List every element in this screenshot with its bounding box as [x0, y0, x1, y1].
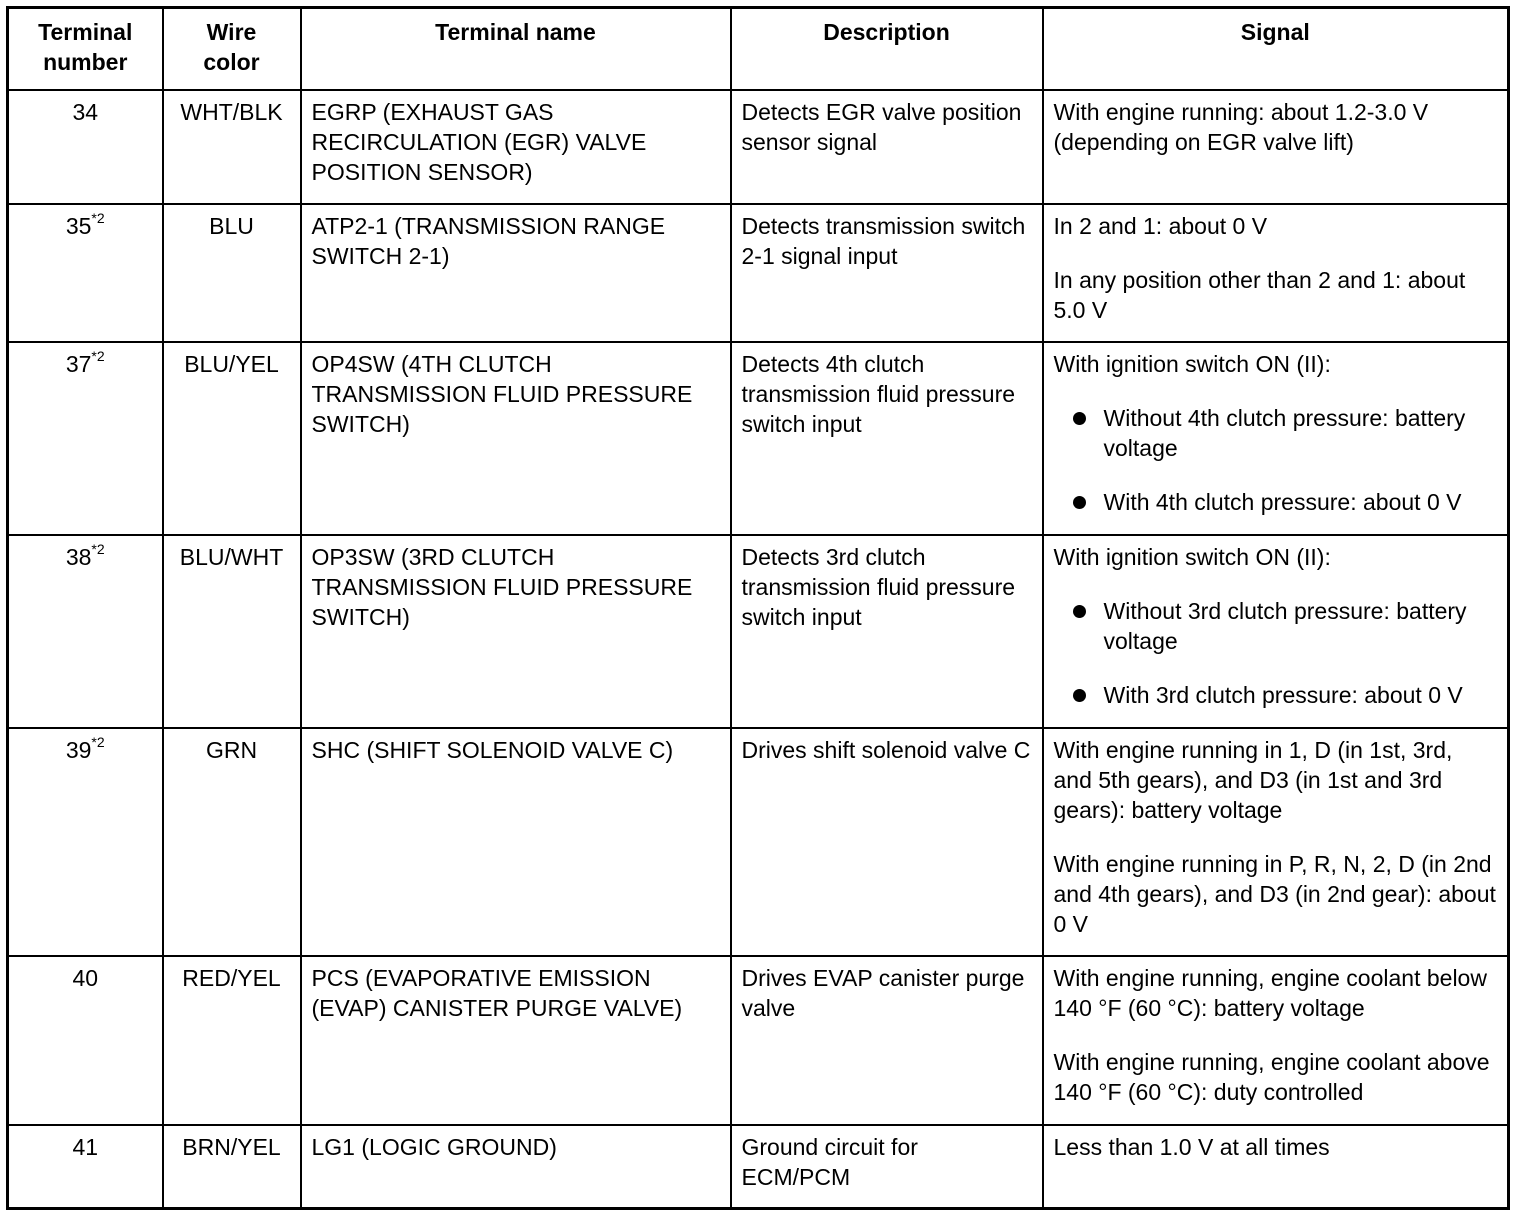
- terminal-name-cell: EGRP (EXHAUST GAS RECIRCULATION (EGR) VALVE POSITION SENSOR): [301, 90, 731, 204]
- terminal-number: 40: [72, 964, 99, 991]
- signal-text: With engine running, engine coolant below 140 °F (60 °C): battery voltage: [1053, 964, 1487, 1021]
- wire-color-cell: WHT/BLK: [163, 90, 301, 204]
- footnote-marker: *2: [91, 209, 105, 226]
- header-signal: Signal: [1043, 8, 1509, 90]
- signal-cell: [1043, 956, 1509, 1125]
- footnote-marker: *2: [91, 540, 105, 557]
- table-row: [8, 342, 1509, 535]
- terminal-name-cell: OP4SW (4TH CLUTCH TRANSMISSION FLUID PRESSURE SWITCH): [301, 342, 731, 535]
- signal-text: With engine running, engine coolant above 140 °F (60 °C): duty controlled: [1053, 1048, 1490, 1105]
- terminal-name-cell: LG1 (LOGIC GROUND): [301, 1125, 731, 1209]
- signal-cell: [1043, 90, 1509, 204]
- signal-bullet-item: [1054, 403, 1498, 463]
- terminal-name-cell: ATP2-1 (TRANSMISSION RANGE SWITCH 2-1): [301, 204, 731, 342]
- signal-cell: [1043, 728, 1509, 956]
- footnote-marker: *2: [91, 347, 105, 364]
- terminal-number: 37: [65, 350, 92, 377]
- signal-text: With ignition switch ON (II):: [1053, 350, 1331, 377]
- terminal-number: 38: [65, 543, 92, 570]
- signal-text: With engine running in 1, D (in 1st, 3rd, and 5th gears), and D3 (in 1st and 3rd gears): battery voltage: [1053, 736, 1453, 823]
- signal-text: With engine running: about 1.2-3.0 V (depending on EGR valve lift): [1053, 98, 1429, 155]
- description-cell: Drives shift solenoid valve C: [731, 728, 1043, 956]
- terminal-number-cell: [8, 728, 163, 956]
- signal-bullet-text: With 3rd clutch pressure: about 0 V: [1103, 681, 1463, 708]
- description-cell: Ground circuit for ECM/PCM: [731, 1125, 1043, 1209]
- terminal-number: 39: [65, 736, 92, 763]
- signal-text: With ignition switch ON (II):: [1053, 543, 1331, 570]
- signal-text: Less than 1.0 V at all times: [1053, 1133, 1330, 1160]
- signal-bullet-list: [1054, 403, 1498, 517]
- signal-bullet-text: Without 3rd clutch pressure: battery voltage: [1103, 597, 1467, 654]
- signal-cell: [1043, 1125, 1509, 1209]
- header-row: [8, 8, 1509, 90]
- signal-bullet-text: With 4th clutch pressure: about 0 V: [1103, 488, 1462, 515]
- description-cell: Drives EVAP canister purge valve: [731, 956, 1043, 1125]
- terminal-table: [6, 6, 1510, 1210]
- terminal-number-cell: [8, 535, 163, 728]
- terminal-number-cell: [8, 90, 163, 204]
- terminal-number-cell: [8, 956, 163, 1125]
- terminal-number-cell: [8, 342, 163, 535]
- terminal-number: 35: [65, 212, 92, 239]
- bullet-icon: [1073, 412, 1086, 425]
- terminal-name-cell: PCS (EVAPORATIVE EMISSION (EVAP) CANISTER PURGE VALVE): [301, 956, 731, 1125]
- signal-text: With engine running in P, R, N, 2, D (in 2nd and 4th gears), and D3 (in 2nd gear): about 0 V: [1053, 850, 1496, 937]
- wire-color-cell: RED/YEL: [163, 956, 301, 1125]
- description-cell: Detects EGR valve position sensor signal: [731, 90, 1043, 204]
- signal-cell: [1043, 342, 1509, 535]
- signal-bullet-item: [1054, 680, 1498, 710]
- table-row: [8, 535, 1509, 728]
- wire-color-cell: BRN/YEL: [163, 1125, 301, 1209]
- signal-bullet-item: [1054, 487, 1498, 517]
- wire-color-cell: BLU: [163, 204, 301, 342]
- bullet-icon: [1073, 496, 1086, 509]
- signal-bullet-item: [1054, 596, 1498, 656]
- header-terminal-number: Terminal number: [8, 8, 163, 90]
- signal-bullet-text: Without 4th clutch pressure: battery voltage: [1103, 404, 1466, 461]
- wire-color-cell: GRN: [163, 728, 301, 956]
- table-row: [8, 1125, 1509, 1209]
- terminal-number: 34: [72, 98, 99, 125]
- table-body: [8, 90, 1509, 1209]
- description-cell: Detects transmission switch 2-1 signal input: [731, 204, 1043, 342]
- header-wire-color: Wire color: [163, 8, 301, 90]
- header-terminal-name: Terminal name: [301, 8, 731, 90]
- bullet-icon: [1073, 605, 1086, 618]
- signal-cell: [1043, 204, 1509, 342]
- terminal-name-cell: SHC (SHIFT SOLENOID VALVE C): [301, 728, 731, 956]
- signal-cell: [1043, 535, 1509, 728]
- header-description: Description: [731, 8, 1043, 90]
- table-row: [8, 728, 1509, 956]
- terminal-number: 41: [72, 1133, 99, 1160]
- description-cell: Detects 3rd clutch transmission fluid pressure switch input: [731, 535, 1043, 728]
- signal-text: In 2 and 1: about 0 V: [1053, 212, 1268, 239]
- wire-color-cell: BLU/YEL: [163, 342, 301, 535]
- description-cell: Detects 4th clutch transmission fluid pressure switch input: [731, 342, 1043, 535]
- table-row: [8, 956, 1509, 1125]
- bullet-icon: [1073, 689, 1086, 702]
- wire-color-cell: BLU/WHT: [163, 535, 301, 728]
- table-row: [8, 204, 1509, 342]
- signal-text: In any position other than 2 and 1: about 5.0 V: [1053, 266, 1466, 323]
- terminal-number-cell: [8, 1125, 163, 1209]
- terminal-number-cell: [8, 204, 163, 342]
- table-row: [8, 90, 1509, 204]
- footnote-marker: *2: [91, 733, 105, 750]
- signal-bullet-list: [1054, 596, 1498, 710]
- terminal-name-cell: OP3SW (3RD CLUTCH TRANSMISSION FLUID PRESSURE SWITCH): [301, 535, 731, 728]
